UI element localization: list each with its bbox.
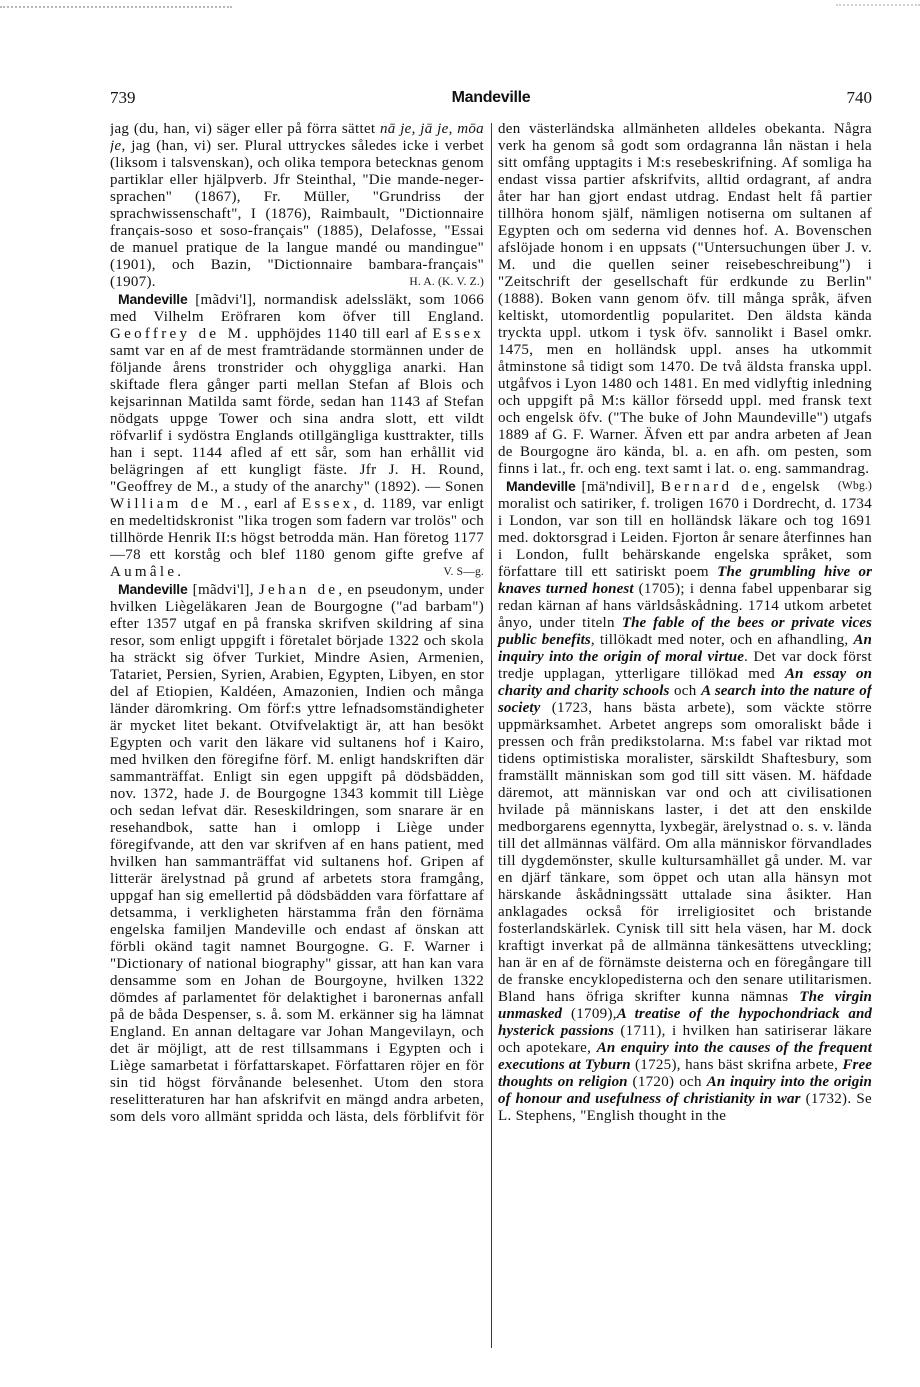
body-text: jag (du, han, vi) säger eller på förra sättet — [110, 121, 380, 137]
spaced-name: Geoffrey de M. — [110, 326, 252, 342]
work-title: An inquiry into the origin of moral virtue — [498, 632, 872, 665]
work-title: An essay on charity and charity schools — [498, 666, 872, 699]
body-text: [mä'ndivil], — [575, 479, 661, 495]
entry-mandeville-family — [110, 291, 484, 581]
body-text: och — [669, 683, 702, 699]
page-number-left: 739 — [110, 88, 136, 107]
body-text: (1720) och — [627, 1074, 707, 1090]
spaced-name: Aumâle — [110, 564, 178, 580]
italic-text: nā je, jā je, mōa je — [110, 121, 484, 154]
scan-artifact-right — [836, 4, 920, 6]
page-number-right: 740 — [846, 88, 872, 107]
body-text: (1725), hans bäst skrifna arbete, — [630, 1057, 843, 1073]
body-text: , jag (han, vi) ser. Plural uttryckes således icke i verbet (liksom i talsvenskan), och olika tempora betecknas genom partiklar eller hjälpverb. Jfr Steinthal, "Die mande-neger-sprachen" (1867), Fr. Müller, "Grundriss der sprachwissenschaft", I (1876), Raimbault, "Dictionnaire français-soso et soso-français" (1885), Delafosse, "Essai de manuel pratique de la langue mandé ou mandingue" (1901), och Bazin, "Dictionnaire bambara-français" (1907). — [110, 138, 484, 290]
work-title: Free thoughts on religion — [498, 1057, 872, 1090]
body-text: (1711), i hvilken han satiriserar läkare och apotekare, — [498, 1023, 872, 1056]
body-text: . Det var dock först tredje upplagan, ytterligare tillökad med — [498, 649, 872, 682]
work-title: The grumbling hive or knaves turned honest — [498, 564, 872, 597]
body-text: . — [177, 564, 182, 580]
entry-bernard-de-mandeville — [498, 478, 872, 1125]
spaced-name: Essex — [301, 496, 354, 512]
running-title: Mandeville — [451, 89, 531, 106]
headword: Mandeville — [118, 291, 188, 307]
body-text: , en pseudonym, under hvilken Liègeläkaren Jean de Bourgogne ("ad barbam") efter 1357 utgaf en på franska skrifven skildring af sina resor, som enligt uppgift i företalet började 1322 och skola ha sträckt sig öfver Turkiet, Mindre Asien, Armenien, Tatariet, Persien, Syrien, Arabien, Egypten, Libyen, en stor del af Etiopien, Kaldéen, Amazonien, Indien och många länder däromkring. Om förf:s yttre lefnadsomständigheter är mycket litet bekant. Otvifvelaktigt är, att han besökt Egypten och varit den läkare vid sultanens hof i Kairo, med hvilken den föregifne förf. M. enligt handskriften där sammanträffat. Enligt sin egen uppgift på dödsbädden, nov. 1372, hade J. de Bourgogne 1343 kommit till Liège och sedan lefvat där. Reseskildringen, som snarare är en resehandbok, satte han i omlopp i Liège under föregifvande, att den var skrifven af en hans patient, med hvilken han sammanträffat vid sultanens hof. Gripen af litterär ärelystnad på grund af arbetets stora framgång, uppgaf han sig emellertid på dödsbädden vara författare af detsamma, i verkligheten härstamma från den förnäma engelska familjen Mandeville och endast af önskan att förbli okänd tagit namnet Bourgogne. G. F. Warner i "Dictionary of national biography" gissar, att han kan vara densamme som en Johan de Bourgoyne, hvilken 1322 dömdes af parlamentet för delaktighet i baronernas anfall på de båda Despenser, s. å. som M. erkänner sig ha lämnat England. En annan deltagare var Johan Mangevilayn, och det är möjligt, att de rest tillsammans i Egypten och i Liège samarbetat i författarskapet. Författaren röjer en för sin tid högst förvånande belesenhet. Utom den stora reselitteraturen har han afskrifvit en mängd andra arbeten, som dels voro allmänt spridda och lästa, dels förblifvit för den västerländska allmänheten alldeles obekanta. Några verk ha genom så godt som ordagranna lån nästan i hela sitt omfång upptagits i M:s resebeskrifning. Af somliga ha endast vissa partier afskrifvits, alltid ordagrant, af andra åter har han gjort endast utdrag. Endast helt få partier tillhöra honom själf, nämligen notiserna om sultanen af Egypten och om sederna vid dennes hof. A. Bovenschen afslöjade honom i en uppsats ("Untersuchungen über J. v. M. und die quellen seiner reisebeschreibung") i "Zeitschrift der gesellschaft für erdkunde zu Berlin" (1888). Boken vann genom öfv. till många språk, äfven keltiskt, utomordentlig popularitet. Den äldsta kända tryckta uppl. utkom i tysk öfv. sannolikt i Basel omkr. 1475, men en holländsk uppl. anses ha utkommit åtminstone så tidigt som 1470. De två äldsta franska uppl. utgåfvos i Lyon 1480 och 1481. En med vidlyftig inledning och uppgift på M:s källor försedd uppl. med fransk text och engelsk öfv. ("The buke of John Maundeville") utgafs 1889 af G. F. Warner. Äfven ett par andra arbeten af Jean de Bourgogne äro kända, bl. a. en afh. om pesten, som finns i lat., fr. och eng. text samt i lat. o. eng. sammandrag. — [110, 121, 872, 1125]
body-text: , earl af — [244, 496, 302, 512]
author-signature: H. A. (K. V. Z.) — [409, 276, 484, 288]
body-text: upphöjdes 1140 till earl af — [251, 326, 433, 342]
work-title: An enquiry into the causes of the frequent executions at Tyburn — [498, 1040, 872, 1073]
body-text: , tillökadt med noter, och en afhandling, — [590, 632, 854, 648]
body-text: (1723, hans bästa arbete), som väckte större uppmärksamhet. Arbetet angreps som omoraliskt både i pressen och från predikstolarna. M:s fabel var riktad mot tidens optimistiska moralister, särskildt Shaftesbury, som framställt människan som god till sitt väsen. M. häfdade däremot, att människan var ond och att civilisationen hvilade på människans laster, i det att den enskilde medborgarens egennytta, lyxbegär, ärelystnad o. s. v. lända till det allmännas välfärd. Om alla människor förvandlades till dygdemönster, skulle kultursamhället gå under. M. var en djärf tänkare, som öppet och utan alla hänsyn mot härskande åskådningssätt uttalade sina åsikter. Han anklagades också för irreligiositet och bristande fosterlandskärlek. Cynisk till sitt hela väsen, har M. dock kraftigt inverkat på de allmänna tänkesättens utveckling; han är en af de förnämste deisterna och en föregångare till de franske encyklopedisterna och den senare utilitarismen. Bland hans öfriga skrifter kunna nämnas — [498, 700, 872, 1005]
body-text: samt var en af de mest framträdande stormännen under de följande årens tronstrider och ohyggliga anarki. Han skiftade flera gånger parti mellan Stefan af Blois och kejsarinnan Matilda samt förde, sedan han 1143 af Stefan nödgats uppge Tower och sina andra slott, ett vildt röfvarlif i sydöstra Englands otillgängliga kusttrakter, tills han i sept. 1144 afled af ett sår, som han erhållit vid belägringen af ett kungligt fäste. Jfr J. H. Round, "Geoffrey de M., a study of the anarchy" (1892). — Sonen — [110, 343, 484, 495]
entry-continuation-mande-language — [110, 121, 484, 291]
body-text: (1709), — [562, 1006, 617, 1022]
headword: Mandeville — [506, 478, 576, 494]
author-signature: V. S—g. — [443, 566, 484, 578]
text-columns — [110, 121, 872, 1126]
spaced-name: Jehan de — [258, 582, 339, 598]
author-signature: (Wbg.) — [837, 480, 872, 492]
work-title: A search into the nature of society — [498, 683, 872, 716]
page-header — [110, 88, 872, 108]
scan-artifact-left — [0, 6, 232, 8]
work-title: A treatise of the hypochondriack and hysterick passions — [498, 1006, 872, 1039]
headword: Mandeville — [118, 581, 188, 597]
work-title: The fable of the bees or private vices public benefits — [498, 615, 872, 648]
spaced-name: Essex — [432, 326, 484, 342]
body-text: (1705); i denna fabel uppenbarar sig redan kärnan af hans världsåskådning. 1714 utkom arbetet ånyo, under titeln — [498, 581, 872, 631]
spaced-name: William de M. — [110, 496, 245, 512]
spaced-name: Bernard de — [660, 479, 762, 495]
body-text: , engelsk moralist och satiriker, f. troligen 1670 i Dordrecht, d. 1734 i London, var son till en holländsk läkare och tog 1691 med. doktorsgrad i Leiden. Fjorton år senare återfinnes han i London, fullt behärskande engelska språket, som författare till ett satiriskt poem — [498, 479, 872, 580]
body-text: , d. 1189, var enligt en medeltidskronist "lika trogen som fadern var trolös" och tillhörde Henrik II:s högst betrodda män. Han företog 1177—78 ett korståg och blef 1180 genom gifte grefve af — [110, 496, 484, 563]
body-text: [mãdvi'l], — [187, 582, 259, 598]
body-text: (1732). Se L. Stephens, "English thought in the — [498, 1091, 872, 1124]
body-text: [mãdvi'l], normandisk adelssläkt, som 1066 med Vilhelm Eröfraren kom öfver till England. — [110, 292, 484, 325]
work-title: The virgin unmasked — [498, 989, 872, 1022]
work-title: An inquiry into the origin of honour and usefulness of christianity in war — [498, 1074, 872, 1107]
